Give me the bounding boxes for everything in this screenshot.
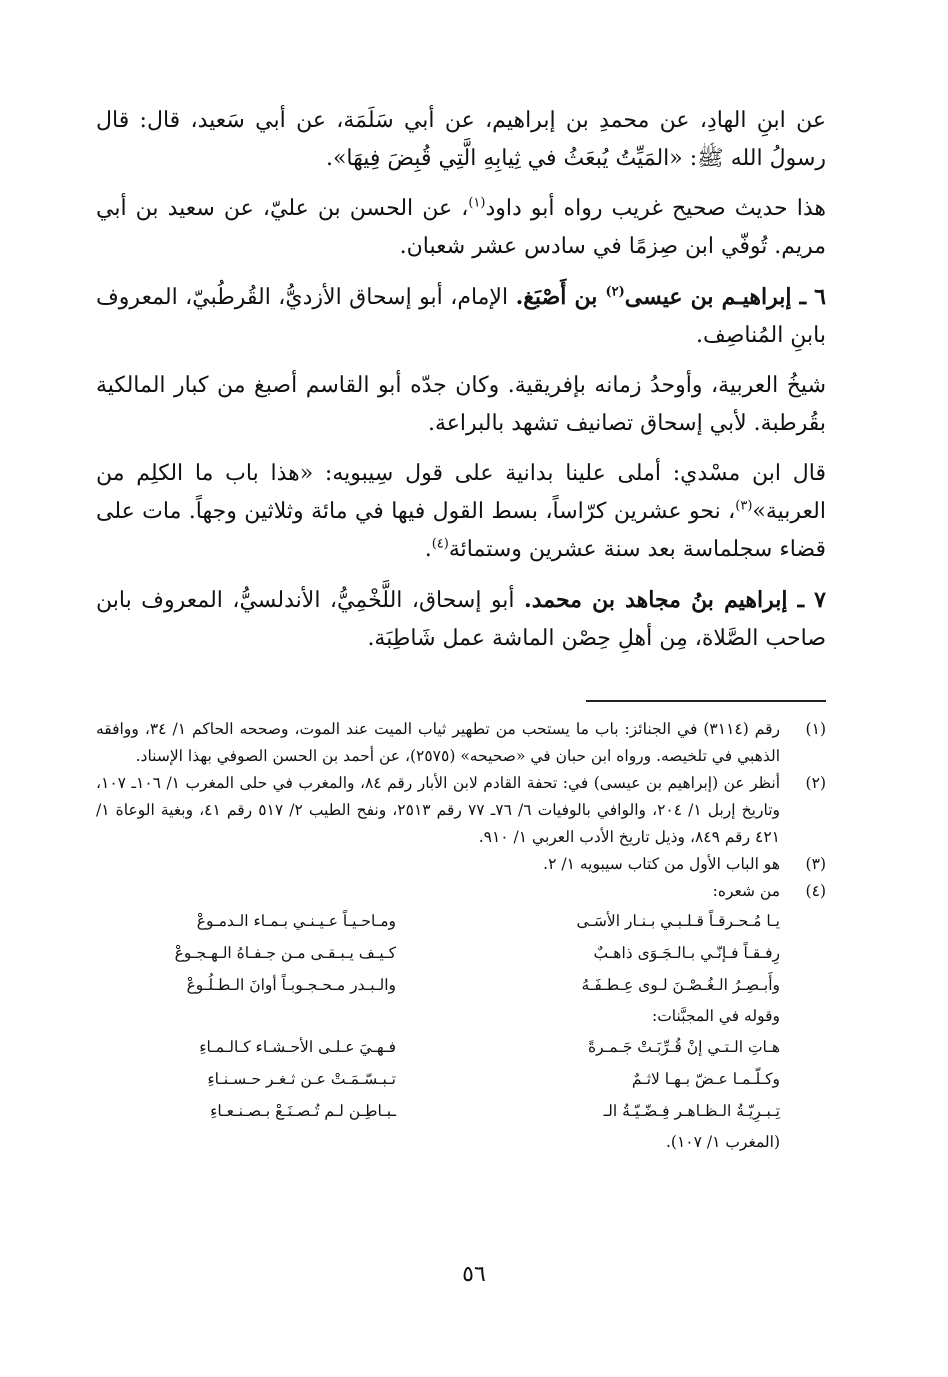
verse-first-hemistich: يـا مُـحـرقـاً قـلـبـي بـنـار الأسَـى [576, 912, 780, 930]
main-text [96, 102, 826, 670]
verse-second-hemistich: فـهـيَ عـلـى الأحـشـاء كـالـمـاءِ [199, 1038, 396, 1056]
verse-second-hemistich: ـبـاطِـن لـم تُـصـنَـعْ بـصـنـعـاءِ [210, 1102, 396, 1120]
footnote-number: (٤) [805, 882, 826, 900]
poem-1 [96, 905, 780, 1001]
verse-first-hemistich: رِفـقـاً فـإنّـي بـالـجَـوَى ذاهـبٌ [593, 944, 780, 962]
poem-2-intro: وقوله في المجبَّنات: [651, 1007, 780, 1025]
footnote-separator [586, 700, 826, 702]
entry-6-text: الإمام، أبو إسحاق الأزديُّ، القُرطُبيّ، المعروف بابنِ المُناصِف. [96, 285, 826, 348]
verse-first-hemistich: تِـبـرِيّـةُ الـظـاهـر فِـضّـيّـةُ الـ [603, 1102, 780, 1120]
paragraph-biography: شيخُ العربية، وأوحدُ زمانه بإفريقية. وكان جدّه أبو القاسم أصبغ من كبار المالكية بقُرطبة. لأبي إسحاق تصانيف تشهد بالبراعة. [96, 373, 826, 436]
verse-second-hemistich: ومـاحـيـاً عـيـنـي بـمـاء الـدمـوعْ [196, 912, 396, 930]
verse-line [96, 1031, 780, 1063]
entry-7-heading: ٧ ـ إبراهيم بنُ مجاهد بن محمد. [524, 587, 826, 613]
paragraph-hadith: عن ابنِ الهادِ، عن محمدِ بن إبراهيم، عن أبي سَلَمَة، عن أبي سَعيد، قال: قال رسولُ الله ﷺ: «المَيِّتُ يُبعَثُ في ثِيابِهِ الَّتِي قُبِضَ فِيهَا». [96, 108, 826, 171]
verse-first-hemistich: وأَبـصِـرُ الـغُـصْـنَ لـوى عِـطـفَـهُ [581, 976, 780, 994]
entry-7-text: أبو إسحاق، اللَّخْمِيُّ، الأندلسيُّ، المعروف بابن صاحب الصَّلاة، مِن أهلِ حِصْن الماشة عمل شَاطِبَة. [96, 588, 826, 651]
footnote-ref-1[interactable]: (١) [468, 195, 486, 211]
footnote-ref-4[interactable]: (٤) [431, 536, 449, 552]
verse-line [96, 1063, 780, 1095]
entry-7 [96, 581, 826, 658]
footnote-1 [96, 716, 826, 770]
entry-6 [96, 278, 826, 355]
paragraph-hadith-grade: هذا حديث صحيح غريب رواه أبو داود$^{(١)}$، عن الحسن بن عليّ، عن سعيد بن أبي مريم. تُوفّي ابن صِ‍زمًا في سادس عشر شعبان. [96, 195, 826, 259]
paragraph-ibn-masdi: قال ابن مسْدي: أملى علينا بدانية على قول سِيبويه: «هذا باب ما الكلِم من العربية»$^{(٣)}$، نحو عشرين كرّاساً، بسط القول فيها في مائة وثلاثين وجهاً. مات على قضاء سجلماسة بعد سنة عشرين وستمائة$^{(٤)}$. [96, 461, 826, 562]
verse-line [96, 937, 780, 969]
footnote-text: من شعره: [712, 882, 780, 900]
footnote-ref-3[interactable]: (٣) [735, 498, 753, 514]
footnote-4 [96, 878, 826, 905]
footnote-number: (٢) [805, 774, 826, 792]
verse-line [96, 1095, 780, 1127]
footnotes [96, 716, 826, 1157]
footnote-text: هو الباب الأول من كتاب سيبويه ١/ ٢. [543, 855, 780, 873]
footnote-3 [96, 851, 826, 878]
verse-second-hemistich: تـبـسّـمَـتْ عـن ثـغـر حـسـنـاءِ [207, 1070, 396, 1088]
page-number: ٥٦ [462, 1262, 486, 1287]
poem-2 [96, 1031, 780, 1127]
footnote-number: (٣) [805, 855, 826, 873]
footnote-text: رقم (٣١١٤) في الجنائز: باب ما يستحب من تطهير ثياب الميت عند الموت، وصححه الحاكم ١/ ٣٤، ووافقه الذهبي في تلخيصه. ورواه ابن حبان في «صحيحه» (٢٥٧٥)، عن أحمد بن الحسن الصوفي بهذا الإسناد. [96, 720, 780, 765]
footnote-number: (١) [805, 720, 826, 738]
footnote-text: أنظر عن (إبراهيم بن عيسى) في: تحفة القادم لابن الأبار رقم ٨٤، والمغرب في حلى المغرب ١/ ١٠٦ـ ١٠٧، وتاريخ إربل ١/ ٢٠٤، والوافي بالوفيات ٦/ ٧٦ـ ٧٧ رقم ٢٥١٣، ونفح الطيب ٢/ ٥١٧ رقم ٤١، وبغية الوعاة ١/ ٤٢١ رقم ٨٤٩، وذيل تاريخ الأدب العربي ١/ ٩١٠. [96, 774, 781, 846]
verse-line [96, 969, 780, 1001]
poem-source: (المغرب ١/ ١٠٧). [665, 1133, 780, 1151]
verse-line [96, 905, 780, 937]
footnote-ref-2[interactable]: (٢) [605, 284, 625, 300]
footnote-2 [96, 770, 826, 851]
verse-first-hemistich: هـاتِ الـتـي إنْ قُـرِّبَـتْ جَـمـرةً [587, 1038, 780, 1056]
entry-6-heading: ٦ ـ إبراهيـم بن عيسى$^{(٢)}$ بن أَصْبَغ. [515, 284, 826, 310]
verse-second-hemistich: والـبـدر مـحـجـوبـاً أوانَ الـطـلُـوعْ [186, 976, 396, 994]
verse-first-hemistich: وكـلّـمـا عـضّ بـهـا لاثـمٌ [631, 1070, 780, 1088]
verse-second-hemistich: كـيـف يـبـقـى مـن جـفـاهُ الـهـجـوعْ [174, 944, 396, 962]
